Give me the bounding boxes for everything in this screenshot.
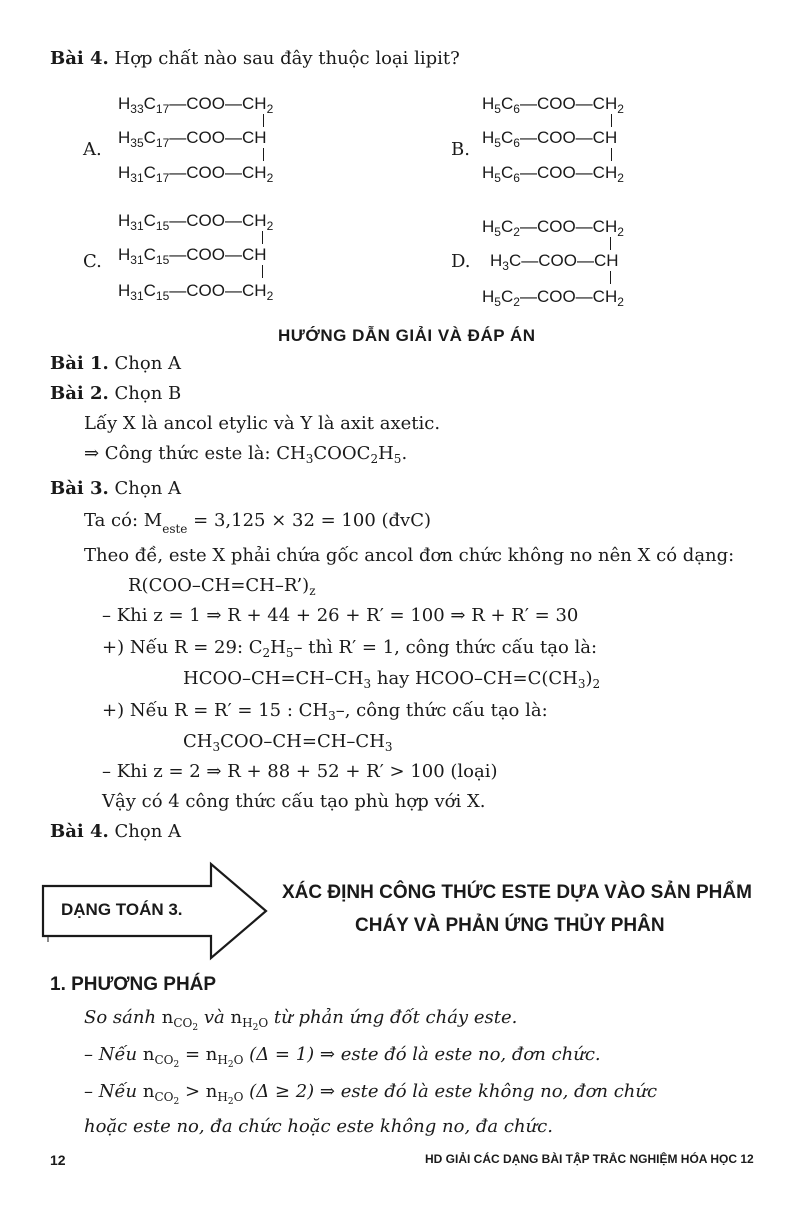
bond-line (611, 148, 612, 161)
option-a-row-2: $H_{35}C_{17}—COO—CH$ (118, 128, 267, 150)
option-c-letter: C. (83, 251, 102, 272)
answer-3-taco: Ta có: $M_{este} = 3,125 \times 32 = 100$ (đvC) (84, 510, 432, 536)
dang-toan-label: DẠNG TOÁN 3. (61, 900, 183, 919)
answer-3-theo: Theo đề, este X phải chứa gốc ancol đơn chức không no nên X có dạng: (84, 545, 735, 566)
answer-3-case-z2: – Khi z = 2 ⇒ R + 88 + 52 + R′ > 100 (loại) (102, 761, 498, 782)
method-heading: 1. PHƯƠNG PHÁP (50, 974, 217, 995)
option-b-row-2: $H_5C_6—COO—CH$ (482, 128, 618, 150)
bond-line (610, 237, 611, 250)
option-b-row-3: $H_5C_6—COO—CH_2$ (482, 163, 624, 185)
option-d-row-2: $H_3C—COO—CH$ (490, 251, 619, 273)
bond-line (262, 265, 263, 278)
option-a-row-3: $H_{31}C_{17}—COO—CH_2$ (118, 163, 274, 185)
method-line-3: – Nếu $n_{CO2} > n_{H2O}$ (Δ ≥ 2) ⇒ este đó là este không no, đơn chức (84, 1081, 658, 1107)
method-line-1: So sánh $n_{CO2}$ và $n_{H2O}$ từ phản ứng đốt cháy este. (84, 1007, 518, 1033)
option-b-letter: B. (451, 139, 470, 160)
ester-formula: $CH_3COOC_2H_5$. (276, 443, 408, 466)
answer-4: Bài 4. Chọn A (50, 821, 182, 842)
answers-heading: HƯỚNG DẪN GIẢI VÀ ĐÁP ÁN (278, 326, 536, 345)
method-line-4: hoặc este no, đa chức hoặc este không no, đa chức. (84, 1116, 553, 1137)
bond-line (610, 271, 611, 284)
question-4-line (50, 50, 460, 68)
running-footer: HD GIẢI CÁC DẠNG BÀI TẬP TRẮC NGHIỆM HÓA HỌC 12 (425, 1152, 754, 1166)
question-label: Bài 4. (50, 48, 109, 69)
answer-3-conclusion: Vậy có 4 công thức cấu tạo phù hợp với X. (102, 791, 486, 812)
bond-line (263, 114, 264, 127)
bond-line (263, 148, 264, 161)
answer-2: Bài 2. Chọn B (50, 383, 182, 404)
option-d-row-1: $H_5C_2—COO—CH_2$ (482, 217, 624, 239)
method-line-2: – Nếu $n_{CO2} = n_{H2O}$ (Δ = 1) ⇒ este đó là este no, đơn chức. (84, 1044, 601, 1070)
option-d-letter: D. (451, 251, 471, 272)
option-d-row-3: $H_5C_2—COO—CH_2$ (482, 287, 624, 309)
answer-3-formula-1: HCOO–$CH=CH-CH_3$ hay HCOO–$CH=C(CH_3)_2$ (183, 668, 601, 691)
question-text: Hợp chất nào sau đây thuộc loại lipit? (114, 48, 460, 69)
option-c-row-2: $H_{31}C_{15}—COO—CH$ (118, 245, 267, 267)
answer-3-case-z1: – Khi z = 1 ⇒ R + 44 + 26 + R′ = 100 ⇒ R + R′ = 30 (102, 605, 579, 626)
answer-1: Bài 1. Chọn A (50, 353, 182, 374)
dang-toan-title-line-2: CHÁY VÀ PHẢN ỨNG THỦY PHÂN (355, 915, 665, 936)
answer-3-case-r29: +) Nếu R = 29: $C_2H_5-$ thì R′ = 1, công thức cấu tạo là: (102, 637, 598, 660)
bond-line (611, 114, 612, 127)
option-b-row-1: $H_5C_6—COO—CH_2$ (482, 94, 624, 116)
option-c-row-3: $H_{31}C_{15}—COO—CH_2$ (118, 281, 274, 303)
page-number: 12 (50, 1152, 66, 1168)
answer-3-case-r15: +) Nếu R = R′ = 15 : $CH_3-$, công thức cấu tạo là: (102, 700, 548, 723)
option-a-row-1: $H_{33}C_{17}—COO—CH_2$ (118, 94, 274, 116)
answer-3-formula-2: $CH_3COO-CH=CH-CH_3$ (183, 731, 393, 754)
option-a-letter: A. (83, 139, 102, 160)
dang-toan-title-line-1: XÁC ĐỊNH CÔNG THỨC ESTE DỰA VÀO SẢN PHẨM (282, 882, 752, 903)
option-c-row-1: $H_{31}C_{15}—COO—CH_2$ (118, 211, 274, 233)
answer-2-line-1: Lấy X là ancol etylic và Y là axit axetic. (84, 413, 441, 434)
answer-2-line-2: ⇒ Công thức este là: $CH_3COOC_2H_5$. (84, 443, 408, 466)
bond-line (262, 231, 263, 244)
answer-3: Bài 3. Chọn A (50, 478, 182, 499)
answer-3-general-form: $R(COO-CH=CH-R’)_z$ (128, 575, 316, 598)
